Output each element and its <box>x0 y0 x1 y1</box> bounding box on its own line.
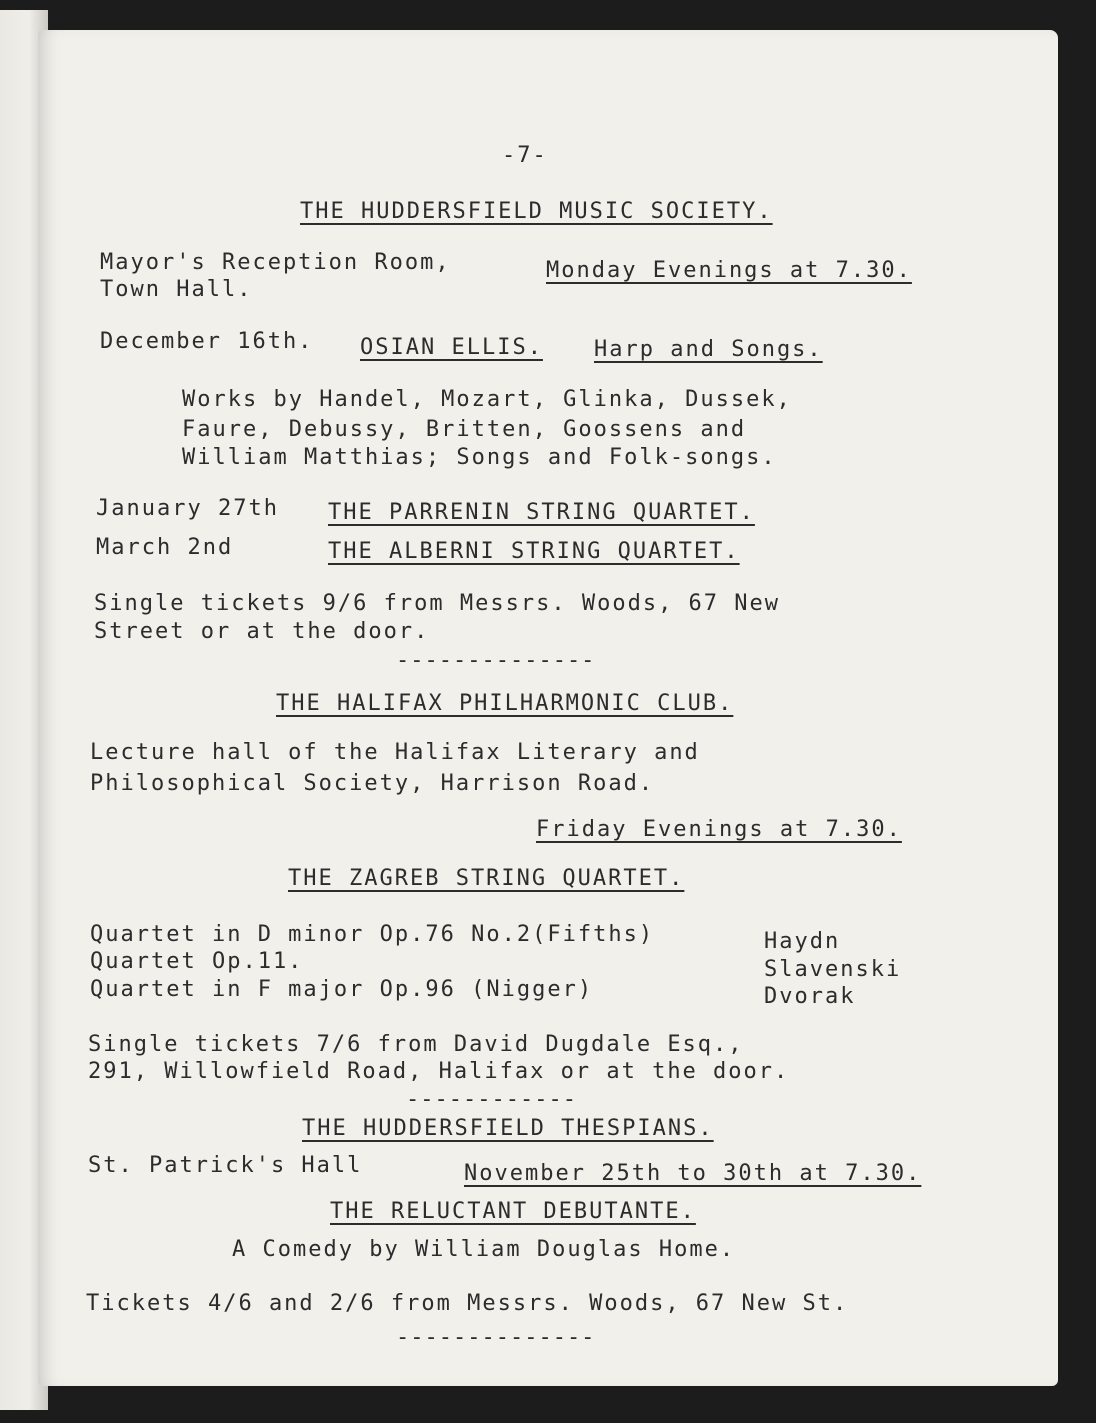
works-line-1: Works by Handel, Mozart, Glinka, Dussek, <box>182 387 792 412</box>
programme-work-2: Quartet Op.11. <box>90 949 304 974</box>
document-page <box>38 30 1058 1386</box>
concert2-artist: THE PARRENIN STRING QUARTET. <box>328 500 755 525</box>
works-line-3: William Matthias; Songs and Folk-songs. <box>182 445 777 470</box>
halifax-philharmonic-title: THE HALIFAX PHILHARMONIC CLUB. <box>276 691 734 716</box>
concert3-artist: THE ALBERNI STRING QUARTET. <box>328 539 740 564</box>
music-society-venue-line2: Town Hall. <box>100 277 253 302</box>
works-line-2: Faure, Debussy, Britten, Goossens and <box>182 417 747 442</box>
concert2-date: January 27th <box>96 496 279 521</box>
thespians-play-title: THE RELUCTANT DEBUTANTE. <box>330 1199 696 1224</box>
programme-work-3: Quartet in F major Op.96 (Nigger) <box>90 977 594 1002</box>
programme-composer-2: Slavenski <box>764 957 902 982</box>
page-number: -7- <box>502 143 548 168</box>
thespians-dates: November 25th to 30th at 7.30. <box>464 1161 922 1186</box>
halifax-tickets-line2: 291, Willowfield Road, Halifax or at the door. <box>88 1059 790 1084</box>
thespians-tickets: Tickets 4/6 and 2/6 from Messrs. Woods, 67 New St. <box>86 1291 849 1316</box>
separator-2: ------------ <box>406 1087 577 1112</box>
halifax-tickets-line1: Single tickets 7/6 from David Dugdale Esq., <box>88 1032 744 1057</box>
thespians-description: A Comedy by William Douglas Home. <box>232 1237 736 1262</box>
concert1-artist: OSIAN ELLIS. <box>360 335 543 360</box>
programme-work-1: Quartet in D minor Op.76 No.2(Fifths) <box>90 922 655 947</box>
music-society-schedule: Monday Evenings at 7.30. <box>546 258 912 283</box>
halifax-venue-line2: Philosophical Society, Harrison Road. <box>90 771 655 796</box>
programme-composer-1: Haydn <box>764 929 841 954</box>
halifax-performer: THE ZAGREB STRING QUARTET. <box>288 866 685 891</box>
huddersfield-music-society-title: THE HUDDERSFIELD MUSIC SOCIETY. <box>300 199 773 224</box>
halifax-venue-line1: Lecture hall of the Halifax Literary and <box>90 740 700 765</box>
music-society-tickets-line1: Single tickets 9/6 from Messrs. Woods, 67 New <box>94 591 781 616</box>
concert1-programme-title: Harp and Songs. <box>594 337 823 362</box>
concert1-date: December 16th. <box>100 329 314 354</box>
music-society-venue-line1: Mayor's Reception Room, <box>100 250 451 275</box>
huddersfield-thespians-title: THE HUDDERSFIELD THESPIANS. <box>302 1116 714 1141</box>
halifax-schedule: Friday Evenings at 7.30. <box>536 817 902 842</box>
separator-3: -------------- <box>396 1325 596 1350</box>
programme-composer-3: Dvorak <box>764 984 856 1009</box>
thespians-venue: St. Patrick's Hall <box>88 1153 363 1178</box>
concert3-date: March 2nd <box>96 535 234 560</box>
music-society-tickets-line2: Street or at the door. <box>94 619 430 644</box>
separator-1: -------------- <box>396 648 596 673</box>
